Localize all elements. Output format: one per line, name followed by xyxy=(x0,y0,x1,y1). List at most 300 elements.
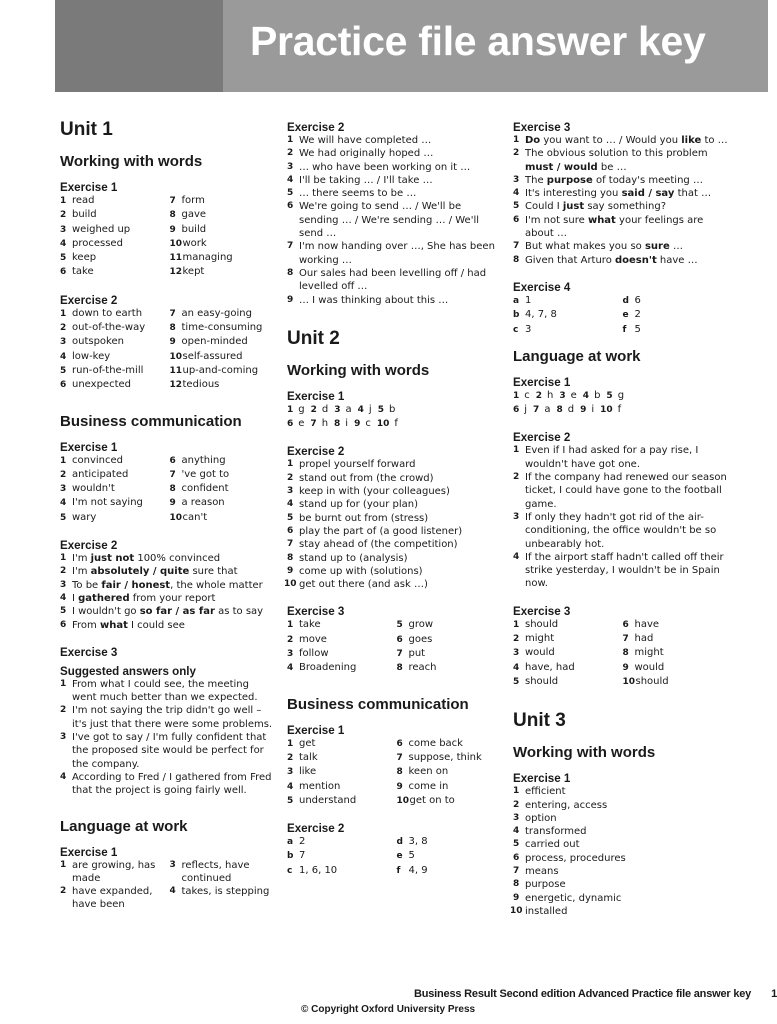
item-number: 3 xyxy=(513,174,520,185)
answer-item xyxy=(287,267,502,294)
item-text: kept xyxy=(182,266,205,278)
item-number: 5 xyxy=(60,606,67,617)
item-number: 8 xyxy=(513,254,520,265)
answer-item xyxy=(60,885,166,912)
text-part: But what makes you so xyxy=(525,241,645,253)
item-number: 2 xyxy=(60,323,67,334)
answer-item xyxy=(513,825,728,838)
item-text xyxy=(72,592,275,605)
item-text: might xyxy=(634,647,664,659)
item-text: convinced xyxy=(72,454,123,466)
item-text: would xyxy=(634,661,665,673)
item-number: 4 xyxy=(287,781,294,792)
answer-list xyxy=(60,552,275,632)
item-text: run-of-the-mill xyxy=(72,364,144,376)
item-text: come back xyxy=(408,737,463,749)
item-text: keep in with (your colleagues) xyxy=(299,486,450,498)
item-text: get out there (and ask …) xyxy=(299,579,428,591)
item-text xyxy=(525,147,728,174)
item-text: stand up for (your plan) xyxy=(299,499,418,511)
item-text: processed xyxy=(72,237,123,249)
item-text: build xyxy=(181,223,207,235)
item-number: 8 xyxy=(396,767,403,778)
item-text xyxy=(72,579,275,592)
exercise-title: Exercise 3 xyxy=(287,605,345,619)
item-number: 5 xyxy=(513,201,520,212)
answer-item xyxy=(287,485,502,498)
item-text: i xyxy=(591,404,595,416)
answer-list xyxy=(513,134,728,267)
answer-item xyxy=(397,751,503,765)
item-number: 9 xyxy=(354,419,361,430)
item-number: 6 xyxy=(287,419,294,430)
inline-answers xyxy=(287,403,502,432)
item-text: 5 xyxy=(408,850,415,862)
item-text: had xyxy=(634,633,654,645)
item-text: suppose, think xyxy=(408,751,482,763)
answer-item xyxy=(170,194,276,208)
item-text: reach xyxy=(408,662,437,674)
item-text: I'll be taking … / I'll take … xyxy=(299,174,433,186)
item-number: 1 xyxy=(287,738,294,749)
item-text: I'm not saying xyxy=(72,497,143,509)
item-text: talk xyxy=(299,751,318,763)
item-number: 10 xyxy=(169,351,183,362)
item-text: managing xyxy=(182,252,233,264)
inline-answer-line xyxy=(513,403,728,417)
item-number: 8 xyxy=(396,663,403,674)
item-number: 6 xyxy=(622,619,629,630)
answer-item xyxy=(60,208,166,222)
answer-item xyxy=(287,472,502,485)
item-number: 1 xyxy=(513,135,520,145)
item-number: f xyxy=(396,865,401,876)
item-text: goes xyxy=(408,633,433,645)
exercise-title: Exercise 1 xyxy=(60,440,118,454)
answer-item xyxy=(170,350,276,364)
answer-item xyxy=(397,835,503,849)
item-number: 7 xyxy=(287,539,294,550)
answer-item xyxy=(287,174,502,187)
item-number: 5 xyxy=(513,676,520,687)
answer-item xyxy=(623,632,729,646)
item-number: 2 xyxy=(60,469,67,480)
answer-item xyxy=(623,661,729,675)
answer-item xyxy=(397,647,503,661)
bold-answer: Do xyxy=(525,135,541,146)
bold-answer: gathered xyxy=(78,592,130,604)
answer-item xyxy=(513,661,619,675)
item-text: 1 xyxy=(525,294,532,306)
item-text: can't xyxy=(182,511,208,523)
item-number: 4 xyxy=(287,174,294,185)
item-text: 2 xyxy=(299,836,306,848)
item-text: Our sales had been levelling off / had levelled off … xyxy=(299,267,487,293)
item-number: 11 xyxy=(169,365,183,376)
exercise-title: Exercise 2 xyxy=(513,431,571,445)
inline-answer-line xyxy=(287,417,502,431)
item-number: 2 xyxy=(513,634,520,645)
exercise-title: Exercise 1 xyxy=(513,772,571,786)
item-number: 7 xyxy=(513,865,520,876)
item-text: 3 xyxy=(525,323,532,335)
item-text xyxy=(72,619,275,632)
item-text: come up with (solutions) xyxy=(299,565,423,577)
item-text: a xyxy=(544,404,551,416)
text-part: be … xyxy=(600,161,627,173)
answer-item xyxy=(623,646,729,660)
item-text: mention xyxy=(299,780,341,792)
item-text: take xyxy=(72,266,94,278)
answer-list xyxy=(60,678,275,798)
answer-item xyxy=(170,321,276,335)
section-heading: Working with words xyxy=(60,153,203,170)
answer-item xyxy=(513,632,619,646)
item-text: work xyxy=(182,237,207,249)
text-part: The xyxy=(525,174,547,186)
item-text: If the airport staff hadn't called off their strike yesterday, I wouldn't be in Spain now. xyxy=(525,551,724,590)
answer-item xyxy=(287,134,502,147)
item-text: c xyxy=(365,418,371,430)
answer-list xyxy=(170,859,276,912)
answer-item xyxy=(170,208,276,222)
item-number: 9 xyxy=(169,498,176,509)
item-number: 4 xyxy=(60,498,67,509)
item-number: 8 xyxy=(169,484,176,495)
item-text: 2 xyxy=(634,309,641,321)
exercise-title: Exercise 3 xyxy=(513,121,571,134)
bold-answer: purpose xyxy=(546,174,593,186)
item-text: build xyxy=(72,209,97,221)
answer-item xyxy=(397,780,503,794)
answer-item xyxy=(397,765,503,779)
answer-grid xyxy=(60,307,275,393)
item-number: 1 xyxy=(513,619,520,630)
text-part: To be xyxy=(72,579,102,591)
answer-item xyxy=(60,265,166,279)
answer-item xyxy=(170,223,276,237)
answer-item xyxy=(60,482,166,496)
answer-item xyxy=(287,794,393,808)
section-heading: Business communication xyxy=(60,412,242,430)
bold-answer: like xyxy=(681,135,702,146)
item-text: up-and-coming xyxy=(182,364,259,376)
text-part: as to say xyxy=(214,606,264,618)
answer-item xyxy=(513,308,619,322)
item-text: a xyxy=(345,403,352,415)
answer-item xyxy=(60,678,275,705)
text-part: have … xyxy=(659,254,698,266)
answer-item xyxy=(513,799,728,812)
answer-item xyxy=(513,618,619,632)
item-number: 1 xyxy=(513,390,520,401)
answer-item xyxy=(287,552,502,565)
bold-answer: fair / honest xyxy=(101,579,171,591)
answer-item xyxy=(513,878,728,891)
item-text: stand out from (the crowd) xyxy=(299,472,434,484)
item-text: should xyxy=(525,618,559,630)
exercise-title: Exercise 1 xyxy=(287,389,345,403)
answer-grid xyxy=(287,835,502,878)
item-number: 9 xyxy=(580,405,587,416)
answer-item xyxy=(513,134,728,147)
item-number: 8 xyxy=(556,405,563,416)
answer-item xyxy=(513,187,728,200)
item-number: 4 xyxy=(60,771,67,782)
column-3 xyxy=(510,118,728,918)
item-text: be burnt out from (stress) xyxy=(299,512,429,524)
item-number: 1 xyxy=(287,404,294,415)
section-heading: Language at work xyxy=(60,817,188,835)
answer-item xyxy=(287,512,502,525)
answer-item xyxy=(170,335,276,349)
item-number: 5 xyxy=(60,512,67,523)
item-number: 3 xyxy=(513,648,520,659)
item-number: 8 xyxy=(287,552,294,563)
item-number: 4 xyxy=(169,886,176,897)
item-text: should xyxy=(635,675,669,687)
item-number: 1 xyxy=(60,678,67,689)
answer-list xyxy=(284,458,502,591)
answer-item xyxy=(287,618,393,632)
item-text: g xyxy=(617,389,625,401)
text-part: from your report xyxy=(129,592,216,604)
answer-item xyxy=(513,865,728,878)
item-text: 've got to xyxy=(181,468,230,480)
answer-item xyxy=(513,785,728,798)
item-number: 2 xyxy=(60,566,67,577)
item-number: 1 xyxy=(60,308,67,319)
item-number: 6 xyxy=(60,267,67,278)
item-number: 4 xyxy=(513,826,520,837)
footer-text: Business Result Second edition Advanced Practice file answer key xyxy=(414,988,752,1000)
exercise-title: Exercise 1 xyxy=(287,723,345,737)
exercise-subtitle: Suggested answers only xyxy=(60,664,196,678)
answer-item xyxy=(60,605,275,618)
answer-item xyxy=(170,237,276,251)
text-part: It's interesting you xyxy=(525,188,622,200)
page-title: Practice file answer key xyxy=(250,18,706,64)
bold-answer: sure xyxy=(644,241,670,253)
item-text: g xyxy=(298,403,305,415)
item-text: If the company had renewed our season ticket, I could have gone to the football game. xyxy=(525,472,727,510)
item-text: understand xyxy=(299,794,357,806)
item-text: confident xyxy=(181,483,229,495)
item-text: time-consuming xyxy=(181,322,263,334)
item-number: 9 xyxy=(169,337,176,348)
section-heading: Working with words xyxy=(287,361,430,379)
item-text: purpose xyxy=(525,879,566,891)
item-number: 3 xyxy=(60,224,67,235)
answer-item xyxy=(513,838,728,851)
text-part: I wouldn't go xyxy=(72,606,140,618)
answer-grid xyxy=(513,294,728,337)
answer-grid xyxy=(60,454,275,525)
item-text: read xyxy=(72,195,95,206)
answer-item xyxy=(287,751,393,765)
answer-item xyxy=(287,525,502,538)
item-number: 3 xyxy=(287,161,294,172)
item-text xyxy=(525,254,728,267)
item-text: have expanded, have been xyxy=(72,886,153,911)
item-number: 9 xyxy=(396,781,403,792)
item-text: 3, 8 xyxy=(408,836,428,848)
text-part: to … xyxy=(704,135,728,146)
header-dark-block xyxy=(55,0,223,92)
item-number: 12 xyxy=(169,380,183,391)
item-text: down to earth xyxy=(72,307,143,319)
answer-item xyxy=(397,794,503,808)
bold-answer: so far / as far xyxy=(139,606,215,618)
item-number: 8 xyxy=(622,648,629,659)
item-text xyxy=(72,565,275,578)
item-number: 1 xyxy=(60,455,67,466)
item-text: takes, is stepping xyxy=(181,886,270,898)
item-text: 6 xyxy=(634,294,641,306)
item-number: 2 xyxy=(535,390,543,401)
answer-list xyxy=(287,134,502,307)
item-number: 4 xyxy=(513,188,520,199)
answer-item xyxy=(513,444,728,471)
item-text: wouldn't xyxy=(72,483,115,495)
item-text: 5 xyxy=(634,323,641,335)
answer-item xyxy=(513,551,728,591)
text-part: I'm xyxy=(72,553,91,565)
item-text: like xyxy=(299,766,317,778)
item-text: self-assured xyxy=(182,350,243,362)
exercise-title: Exercise 2 xyxy=(287,121,345,134)
answer-item xyxy=(170,265,276,279)
unit-heading: Unit 3 xyxy=(513,710,566,732)
unit-heading: Unit 2 xyxy=(287,327,340,349)
exercise-title: Exercise 2 xyxy=(287,445,345,459)
item-text: put xyxy=(408,648,426,660)
item-text: are growing, has made xyxy=(72,859,156,884)
answer-item xyxy=(287,187,502,200)
item-number: 3 xyxy=(334,404,341,415)
item-number: b xyxy=(287,851,294,862)
answer-item xyxy=(397,633,503,647)
answer-item xyxy=(60,565,275,578)
item-number: 6 xyxy=(60,380,67,391)
item-number: a xyxy=(287,837,294,848)
text-part: sure that xyxy=(189,566,238,578)
text-part: , the whole matter xyxy=(170,579,263,591)
item-number: 1 xyxy=(60,196,67,206)
answer-item xyxy=(170,885,276,898)
item-text: entering, access xyxy=(525,799,608,811)
item-number: 5 xyxy=(60,365,67,376)
text-part: I'm xyxy=(72,566,91,578)
answer-item xyxy=(287,240,502,267)
item-text: energetic, dynamic xyxy=(525,892,622,904)
answer-item xyxy=(287,294,502,307)
answer-grid xyxy=(287,618,502,675)
item-text: form xyxy=(181,195,205,206)
exercise-title: Exercise 2 xyxy=(287,822,345,836)
text-part: I could see xyxy=(127,619,185,631)
bold-answer: must / would xyxy=(525,161,598,173)
item-text: anything xyxy=(181,454,226,466)
item-text: would xyxy=(525,647,555,659)
answer-item xyxy=(60,223,166,237)
item-number: c xyxy=(287,865,293,876)
item-number: 2 xyxy=(513,472,520,483)
answer-item xyxy=(170,307,276,321)
item-number: 5 xyxy=(513,839,520,850)
item-text: Broadening xyxy=(299,662,357,674)
answer-item xyxy=(287,835,393,849)
answer-item xyxy=(623,618,729,632)
item-text: process, procedures xyxy=(525,852,626,864)
item-number: e xyxy=(622,310,629,321)
item-text: … I was thinking about this … xyxy=(299,294,449,306)
exercise-title: Exercise 1 xyxy=(60,845,118,859)
item-number: 4 xyxy=(357,404,364,415)
item-text: We're going to send … / We'll be sending … / We're sending … / We'll send … xyxy=(299,201,480,240)
item-text: I'm now handing over …, She has been working … xyxy=(299,241,495,266)
item-number: 2 xyxy=(287,148,294,159)
answer-item xyxy=(60,704,275,731)
item-number: 9 xyxy=(287,294,294,305)
item-number: 7 xyxy=(287,241,294,252)
answer-list xyxy=(510,785,728,918)
item-number: 1 xyxy=(287,135,294,145)
item-number: d xyxy=(622,295,629,306)
item-text: grow xyxy=(408,619,434,631)
inline-answers xyxy=(513,389,728,418)
answer-item xyxy=(623,294,729,308)
answer-grid xyxy=(60,194,275,280)
item-number: 3 xyxy=(60,732,67,743)
answer-item xyxy=(513,214,728,241)
item-number: 10 xyxy=(622,676,636,687)
item-text: reflects, have continued xyxy=(181,859,250,884)
answer-item xyxy=(170,496,276,510)
answer-item xyxy=(623,323,729,337)
item-number: 4 xyxy=(582,390,590,401)
answer-item xyxy=(170,482,276,496)
answer-item xyxy=(170,454,276,468)
item-number: 1 xyxy=(287,459,294,470)
item-number: 5 xyxy=(287,188,294,199)
answer-item xyxy=(60,552,275,565)
answer-item xyxy=(623,675,729,689)
item-number: 4 xyxy=(60,238,67,249)
item-number: 6 xyxy=(287,525,294,536)
item-text: low-key xyxy=(72,350,111,362)
answer-item xyxy=(513,147,728,174)
answer-item xyxy=(397,618,503,632)
item-number: 5 xyxy=(287,512,294,523)
item-text: I'm not saying the trip didn't go well – it's just that there were some problems. xyxy=(72,705,273,730)
answer-item xyxy=(287,161,502,174)
answer-item xyxy=(513,471,728,511)
item-text: stand up to (analysis) xyxy=(299,552,408,564)
item-number: 5 xyxy=(606,390,613,401)
item-number: 8 xyxy=(334,419,341,430)
item-text: Even if I had asked for a pay rise, I wouldn't have got one. xyxy=(525,445,699,470)
item-text: might xyxy=(525,633,555,645)
text-part: I xyxy=(72,592,79,604)
item-number: 8 xyxy=(287,267,294,278)
item-number: 3 xyxy=(513,511,520,522)
item-text: means xyxy=(525,865,559,877)
answer-item xyxy=(623,308,729,322)
item-text: carried out xyxy=(525,839,580,851)
item-number: 4 xyxy=(513,662,520,673)
item-text xyxy=(525,187,728,200)
